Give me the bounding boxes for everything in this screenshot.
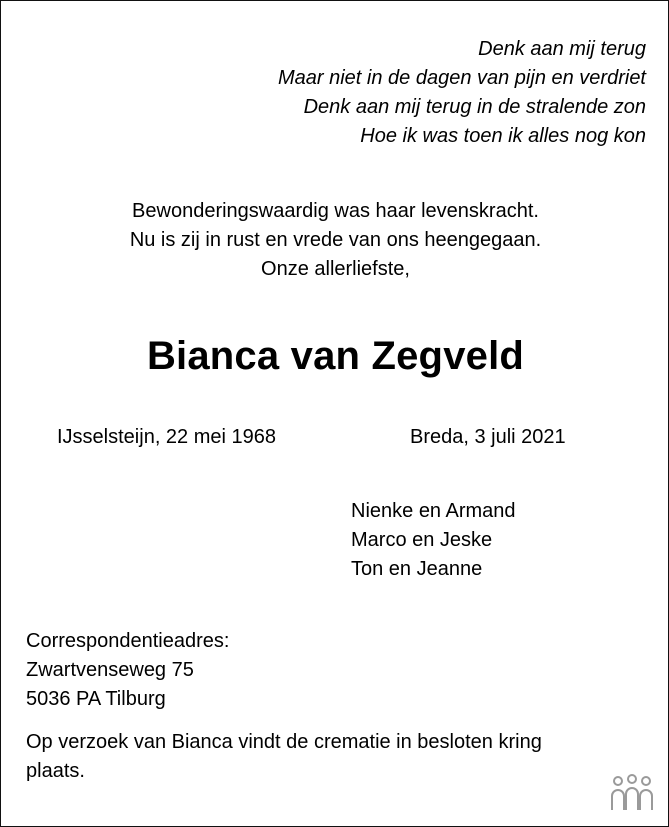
poem-line: Denk aan mij terug — [478, 38, 646, 60]
family-list — [351, 497, 516, 584]
correspondence-address — [26, 627, 229, 714]
birth-place-date: IJsselsteijn, 22 mei 1968 — [57, 426, 277, 448]
note-line: Op verzoek van Bianca vindt de crematie in besloten kring — [26, 731, 542, 753]
note-line: plaats. — [26, 760, 85, 782]
family-member: Marco en Jeske — [351, 529, 493, 551]
intro-line: Bewonderingswaardig was haar levenskracht. — [132, 200, 539, 222]
poem — [278, 35, 646, 151]
family-member: Nienke en Armand — [351, 500, 516, 522]
intro-text — [1, 197, 669, 284]
death-place-date: Breda, 3 juli 2021 — [410, 426, 566, 448]
family-people-icon — [610, 774, 654, 812]
address-line: Correspondentieadres: — [26, 630, 230, 652]
poem-line: Denk aan mij terug in de stralende zon — [303, 96, 646, 118]
family-member: Ton en Jeanne — [351, 558, 483, 580]
address-line: 5036 PA Tilburg — [26, 688, 166, 710]
address-line: Zwartvenseweg 75 — [26, 659, 194, 681]
deceased-name: Bianca van Zegveld — [146, 334, 525, 378]
poem-line: Hoe ik was toen ik alles nog kon — [360, 125, 646, 147]
poem-line: Maar niet in de dagen van pijn en verdriet — [277, 67, 646, 89]
intro-line: Nu is zij in rust en vrede van ons heengegaan. — [129, 229, 542, 251]
cremation-note — [26, 728, 606, 786]
intro-line: Onze allerliefste, — [261, 258, 410, 280]
